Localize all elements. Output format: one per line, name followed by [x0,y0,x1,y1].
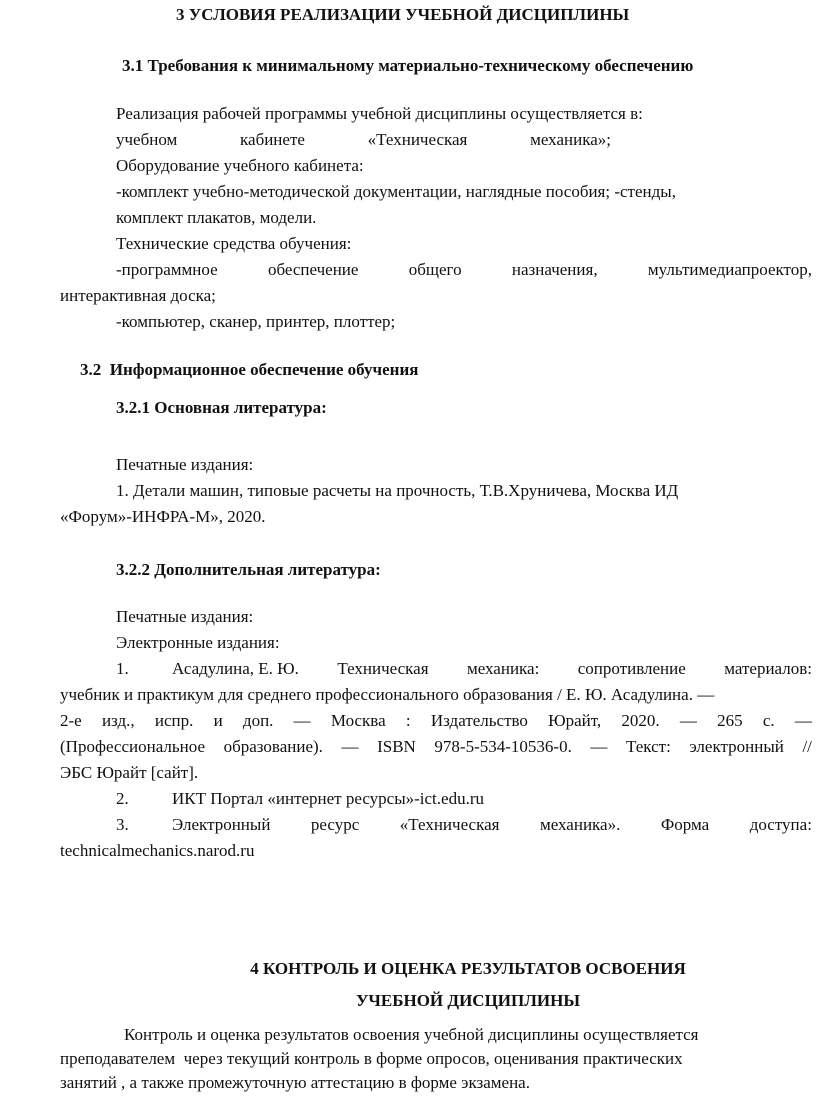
word: Асадулина, Е. Ю. [172,659,299,678]
word: «Техническая [399,815,500,834]
word: ресурс [310,815,360,834]
word: ISBN [377,737,416,756]
word: -программное [116,260,218,279]
word: образование). [223,737,323,756]
word: — [293,711,311,730]
paragraph-line: Оборудование учебного кабинета: [116,156,364,175]
word: // [802,737,812,756]
word: механика». [539,815,621,834]
list-item-line: technicalmechanics.narod.ru [60,841,255,860]
word: — [794,711,812,730]
word: с. [762,711,775,730]
list-number: 2. [116,789,129,808]
word: Текст: [626,737,671,756]
paragraph-line: занятий , а также промежуточную аттестацию в форме экзамена. [60,1073,530,1092]
literature-item-cont: «Форум»-ИНФРА-М», 2020. [60,507,266,526]
section-4-heading-line1: 4 КОНТРОЛЬ И ОЦЕНКА РЕЗУЛЬТАТОВ ОСВОЕНИЯ [250,959,686,978]
word: — [590,737,608,756]
list-item-line [172,814,812,836]
word: Форма [660,815,710,834]
word: 265 [717,711,743,730]
word: назначения, [511,260,598,279]
word: (Профессиональное [60,737,205,756]
section-3-heading: 3 УСЛОВИЯ РЕАЛИЗАЦИИ УЧЕБНОЙ ДИСЦИПЛИНЫ [176,5,630,24]
word: Электронный [172,815,271,834]
word: кабинете [240,130,305,149]
subsection-3-1-heading: 3.1 Требования к минимальному материально-техническому обеспечению [122,56,694,75]
paragraph-justified-line [116,259,812,281]
word: : [405,711,411,730]
word: учебном [116,130,178,149]
word: «Техническая [367,130,468,149]
word: механика: [466,659,540,678]
word: изд., [101,711,135,730]
list-item-line [60,736,812,758]
word: электронный [689,737,784,756]
word: и [213,711,223,730]
paragraph-justified-line [116,129,611,151]
list-item-line [172,658,812,680]
word: Издательство [430,711,528,730]
word: сопротивление [577,659,686,678]
literature-item: 1. Детали машин, типовые расчеты на прочность, Т.В.Хруничева, Москва ИД [116,481,679,500]
word: мультимедиапроектор, [647,260,812,279]
word: 2-е [60,711,82,730]
list-number: 1. [116,659,129,678]
word: общего [408,260,462,279]
list-item-line: ИКТ Портал «интернет ресурсы»-ict.edu.ru [172,789,484,808]
word: — [679,711,697,730]
paragraph-line: Электронные издания: [116,633,280,652]
subsection-3-2-1-heading: 3.2.1 Основная литература: [116,398,327,417]
word: доступа: [749,815,812,834]
word: материалов: [724,659,812,678]
word: 978-5-534-10536-0. [434,737,572,756]
paragraph-line: Контроль и оценка результатов освоения учебной дисциплины осуществляется [124,1025,699,1044]
paragraph-line: -комплект учебно-методической документации, наглядные пособия; -стенды, [116,182,676,201]
list-item-line: ЭБС Юрайт [сайт]. [60,763,199,782]
word: Техническая [337,659,429,678]
word: доп. [242,711,274,730]
word: 2020. [621,711,660,730]
word: испр. [154,711,194,730]
paragraph-line: комплект плакатов, модели. [116,208,317,227]
list-number: 3. [116,815,129,834]
paragraph-line: Печатные издания: [116,455,254,474]
word: — [341,737,359,756]
subsection-3-2-heading: 3.2 Информационное обеспечение обучения [80,360,419,379]
word: Москва [330,711,386,730]
paragraph-line: интерактивная доска; [60,286,216,305]
paragraph-line: Реализация рабочей программы учебной дисциплины осуществляется в: [116,104,643,123]
list-item-line [60,710,812,732]
word: механика»; [530,130,611,149]
word: обеспечение [267,260,359,279]
paragraph-line: преподавателем через текущий контроль в форме опросов, оценивания практических [60,1049,683,1068]
paragraph-line: Печатные издания: [116,607,254,626]
paragraph-line: Технические средства обучения: [116,234,352,253]
paragraph-line: -компьютер, сканер, принтер, плоттер; [116,312,396,331]
list-item-line: учебник и практикум для среднего профессионального образования / Е. Ю. Асадулина. — [60,685,715,704]
section-4-heading-line2: УЧЕБНОЙ ДИСЦИПЛИНЫ [355,991,581,1010]
subsection-3-2-2-heading: 3.2.2 Дополнительная литература: [116,560,381,579]
word: Юрайт, [548,711,602,730]
